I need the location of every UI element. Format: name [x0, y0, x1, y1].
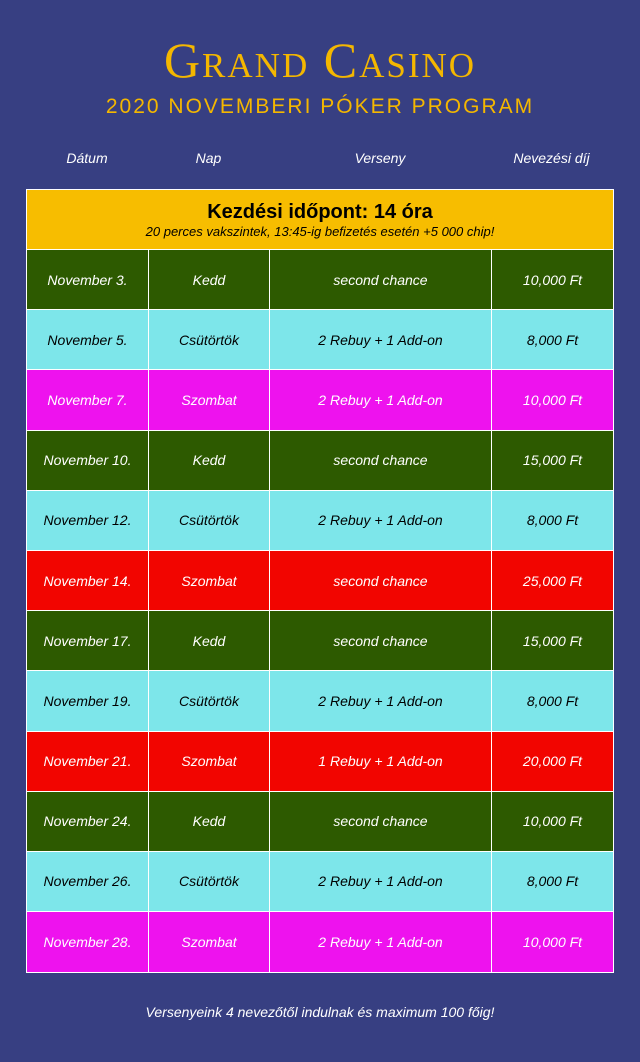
- date-cell: November 17.: [27, 611, 149, 670]
- date-cell: November 24.: [27, 792, 149, 851]
- date-cell: November 28.: [27, 912, 149, 972]
- fee-cell: 10,000 Ft: [522, 391, 583, 408]
- column-header-date: Dátum: [66, 150, 108, 166]
- fee-cell: 10,000 Ft: [522, 934, 583, 951]
- event-cell: second chance: [270, 792, 492, 851]
- fee-cell: 25,000 Ft: [522, 572, 583, 589]
- table-row: [27, 792, 613, 852]
- table-row: [27, 852, 613, 912]
- event-cell: second chance: [270, 431, 492, 490]
- event-cell: 2 Rebuy + 1 Add-on: [270, 491, 492, 550]
- start-time-note: 20 perces vakszintek, 13:45-ig befizetés esetén +5 000 chip!: [145, 224, 495, 239]
- day-cell: Csütörtök: [149, 491, 270, 550]
- table-row: [27, 671, 613, 731]
- date-cell: November 10.: [27, 431, 149, 490]
- table-row: [27, 431, 613, 491]
- start-time-banner: [27, 190, 613, 250]
- table-row: [27, 611, 613, 671]
- event-cell: second chance: [270, 551, 492, 610]
- date-cell: November 21.: [27, 732, 149, 791]
- table-row: [27, 250, 613, 310]
- schedule-table: [26, 189, 614, 973]
- event-cell: 1 Rebuy + 1 Add-on: [270, 732, 492, 791]
- date-cell: November 14.: [27, 551, 149, 610]
- date-cell: November 7.: [27, 370, 149, 429]
- event-cell: 2 Rebuy + 1 Add-on: [270, 370, 492, 429]
- program-subtitle: 2020 NOVEMBERI PÓKER PROGRAM: [105, 95, 535, 118]
- day-cell: Csütörtök: [149, 310, 270, 369]
- day-cell: Csütörtök: [149, 671, 270, 730]
- event-cell: 2 Rebuy + 1 Add-on: [270, 912, 492, 972]
- footer-note: Versenyeink 4 nevezőtől indulnak és maximum 100 főig!: [145, 1004, 495, 1020]
- table-row: [27, 912, 613, 972]
- event-cell: 2 Rebuy + 1 Add-on: [270, 852, 492, 911]
- date-cell: November 19.: [27, 671, 149, 730]
- fee-cell: 8,000 Ft: [526, 873, 579, 890]
- table-row: [27, 310, 613, 370]
- fee-cell: 15,000 Ft: [522, 632, 583, 649]
- table-row: [27, 732, 613, 792]
- table-row: [27, 551, 613, 611]
- fee-cell: 15,000 Ft: [522, 452, 583, 469]
- date-cell: November 5.: [27, 310, 149, 369]
- event-cell: second chance: [270, 250, 492, 309]
- column-header-fee: Nevezési díj: [513, 150, 590, 166]
- day-cell: Kedd: [149, 792, 270, 851]
- schedule-rows: [27, 250, 613, 972]
- table-row: [27, 491, 613, 551]
- event-cell: 2 Rebuy + 1 Add-on: [270, 671, 492, 730]
- day-cell: Kedd: [149, 431, 270, 490]
- day-cell: Csütörtök: [149, 852, 270, 911]
- event-cell: second chance: [270, 611, 492, 670]
- date-cell: November 12.: [27, 491, 149, 550]
- date-cell: November 26.: [27, 852, 149, 911]
- event-cell: 2 Rebuy + 1 Add-on: [270, 310, 492, 369]
- fee-cell: 20,000 Ft: [522, 753, 583, 770]
- fee-cell: 10,000 Ft: [522, 813, 583, 830]
- day-cell: Szombat: [149, 912, 270, 972]
- column-header-day: Nap: [195, 150, 222, 166]
- column-header-event: Verseny: [354, 150, 406, 166]
- start-time-title: Kezdési időpont: 14 óra: [207, 201, 433, 223]
- fee-cell: 10,000 Ft: [522, 271, 583, 288]
- fee-cell: 8,000 Ft: [526, 331, 579, 348]
- day-cell: Szombat: [149, 551, 270, 610]
- day-cell: Kedd: [149, 611, 270, 670]
- day-cell: Szombat: [149, 370, 270, 429]
- day-cell: Kedd: [149, 250, 270, 309]
- fee-cell: 8,000 Ft: [526, 512, 579, 529]
- casino-title: Grand Casino: [163, 32, 477, 88]
- fee-cell: 8,000 Ft: [526, 692, 579, 709]
- date-cell: November 3.: [27, 250, 149, 309]
- table-row: [27, 370, 613, 430]
- day-cell: Szombat: [149, 732, 270, 791]
